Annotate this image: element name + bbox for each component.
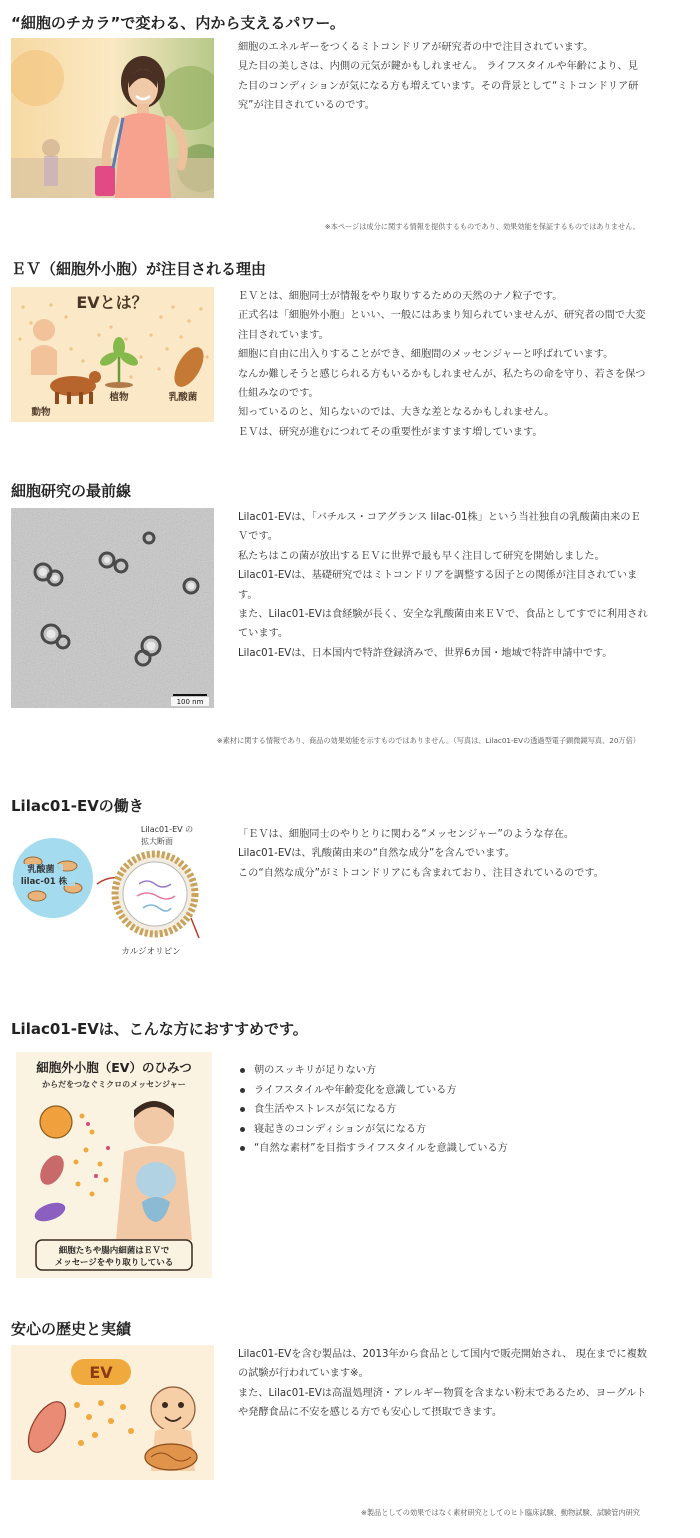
ev-function-text <box>238 825 648 883</box>
paragraph: この“自然な成分”がミトコンドリアにも含まれており、注目されているのです。 <box>238 867 604 879</box>
section-title-research-frontier: 細胞研究の最前線 <box>11 482 132 500</box>
paragraph: 知っているのと、知らないのでは、大きな差となるかもしれません。 <box>238 407 555 419</box>
paragraph: なんか難しそうと感じられる方もいるかもしれませんが、私たちの命を守り、若さを保つ仕組みなのです。 <box>238 368 646 400</box>
paragraph: 「ＥＶは、細胞同士のやりとりに関わる“メッセンジャー”のような存在。 <box>238 829 575 840</box>
section-title-recommended: Lilac01-EVは、こんな方におすすめです。 <box>11 1020 308 1038</box>
secret-caption-1: 細胞たちや腸内細菌はＥＶで <box>58 1246 170 1256</box>
research-text <box>238 508 648 663</box>
paragraph: Lilac01-EVは、日本国内で特許登録済みで、世界6カ国・地域で特許申請中です。 <box>238 647 613 659</box>
list-item: 朝のスッキリが足りない方 <box>238 1061 648 1081</box>
label-animal: 動物 <box>31 407 51 418</box>
history-text <box>238 1345 648 1423</box>
photo-woman-jogging <box>11 38 214 198</box>
disclaimer-note-1: ※本ページは成分に関する情報を提供するものであり、効果効能を保証するものではありません。 <box>324 222 640 231</box>
label-ev-cross-section-2: 拡大断面 <box>141 837 173 846</box>
label-lactic-bacteria: 乳酸菌 <box>168 392 198 403</box>
paragraph: ＥＶは、研究が進むにつれてその重要性がますます増しています。 <box>238 426 543 438</box>
ev-reason-text <box>238 287 648 442</box>
illustration-ev-character <box>11 1345 214 1480</box>
paragraph: 私たちはこの菌が放出するＥＶに世界で最も早く注目して研究を開始しました。 <box>238 550 605 562</box>
paragraph: Lilac01-EVは、乳酸菌由来の“自然な成分”を含んでいます。 <box>238 848 515 860</box>
label-plant: 植物 <box>109 392 129 403</box>
section-title-ev-reason: ＥＶ（細胞外小胞）が注目される理由 <box>11 260 267 278</box>
paragraph: また、Lilac01-EVは高温処理済・アレルギー物質を含まない粉末であるため、ヨーグルトや発酵食品に不安を感じる方でも安心して摂取できます。 <box>238 1387 647 1419</box>
illustration-ev-function <box>11 822 214 962</box>
paragraph: また、Lilac01-EVは食経験が長く、安全な乳酸菌由来ＥＶで、食品としてすでに利用されています。 <box>238 609 648 640</box>
list-item: ライフスタイルや年齢変化を意識している方 <box>238 1081 648 1101</box>
section-title-cell-power: “細胞のチカラ”で変わる、内から支えるパワー。 <box>11 14 345 32</box>
list-item: 食生活やストレスが気になる方 <box>238 1100 648 1120</box>
illustration-ev-secret <box>16 1052 212 1278</box>
paragraph: 見た目の美しさは、内側の元気が鍵かもしれません。 ライフスタイルや年齢により、見た目のコンディションが気になる方も増えています。その背景として“ミトコンドリア研究”が注目されているのです。 <box>238 61 639 112</box>
ev-heading: EVとは？ <box>76 293 148 312</box>
paragraph: ＥＶとは、細胞同士が情報をやり取りするための天然のナノ粒子です。 <box>238 291 563 302</box>
list-item: “自然な素材”を目指すライフスタイルを意識している方 <box>238 1139 648 1159</box>
section-title-history: 安心の歴史と実績 <box>11 1320 132 1338</box>
disclaimer-note-3: ※製品としての効果ではなく素材研究としてのヒト臨床試験、動物試験、試験管内研究 <box>360 1508 640 1517</box>
secret-caption-2: メッセージをやり取りしている <box>54 1258 174 1268</box>
label-strain: lilac-01 株 <box>20 877 68 887</box>
label-lactic-acid: 乳酸菌 <box>27 865 55 875</box>
ev-badge: EV <box>89 1363 113 1382</box>
scale-bar-label: 100 nm <box>176 698 204 706</box>
paragraph: Lilac01-EVを含む製品は、2013年から食品として国内で販売開始され、 現在までに複数の試験が行われています※。 <box>238 1349 647 1380</box>
secret-heading: 細胞外小胞（EV）のひみつ <box>36 1060 192 1075</box>
photo-electron-microscope <box>11 508 214 708</box>
secret-subheading: からだをつなぐミクロのメッセンジャー <box>42 1080 186 1089</box>
paragraph: Lilac01-EVは、基礎研究ではミトコンドリアを調整する因子との関係が注目されています。 <box>238 570 638 601</box>
paragraph: 正式名は「細胞外小胞」といい、一般にはあまり知られていませんが、研究者の間で大変注目されています。 <box>238 310 646 341</box>
section-title-ev-function: Lilac01-EVの働き <box>11 797 144 815</box>
label-ev-cross-section-1: Lilac01-EV の <box>140 825 194 834</box>
disclaimer-note-2: ※素材に関する情報であり、商品の効果効能を示すものではありません。（写真は、Lilac01-EVの透過型電子顕微鏡写真、20万倍） <box>216 736 640 745</box>
list-item: 寝起きのコンディションが気になる方 <box>238 1120 648 1140</box>
paragraph: Lilac01-EVは、「バチルス・コアグランス lilac-01株」という当社独自の乳酸菌由来のＥＶです。 <box>238 512 641 543</box>
intro-text <box>238 38 648 116</box>
label-cardiolipin: カルジオリピン <box>121 947 181 957</box>
illustration-what-is-ev <box>11 287 214 422</box>
paragraph: 細胞のエネルギーをつくるミトコンドリアが研究者の中で注目されています。 <box>238 42 594 53</box>
paragraph: 細胞に自由に出入りすることができ、細胞間のメッセンジャーと呼ばれています。 <box>238 349 614 361</box>
recommendation-list <box>238 1061 648 1159</box>
